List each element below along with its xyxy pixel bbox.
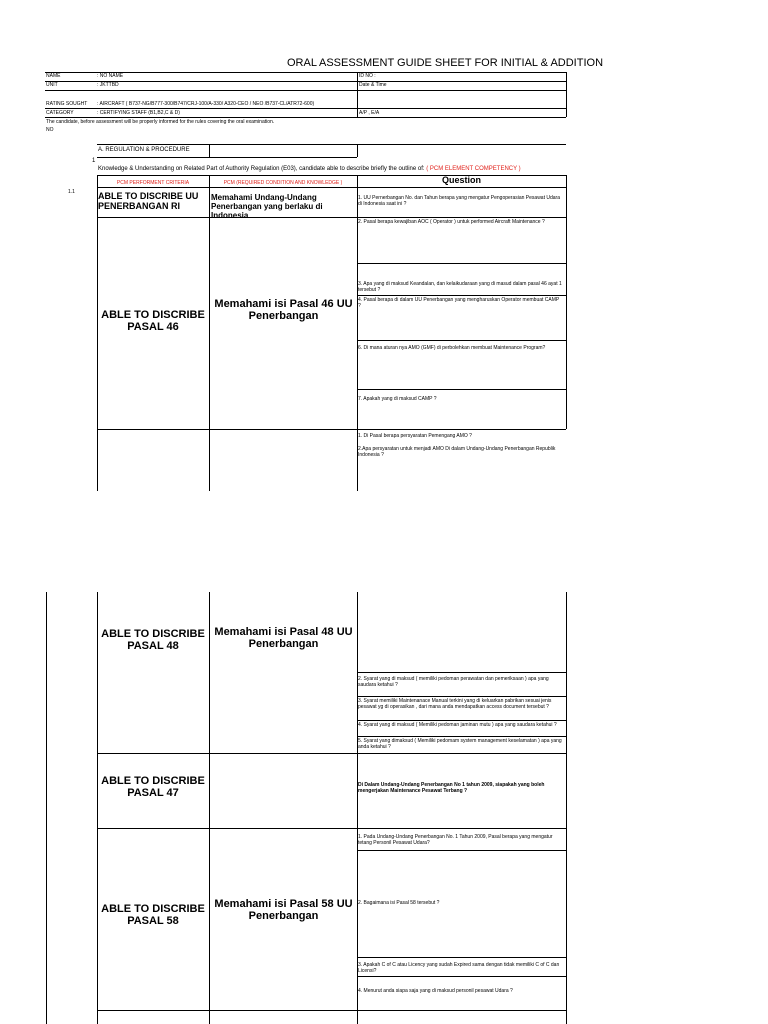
question-58-4: 4. Menurut anda siapa saja yang di maksud personil pesawat Udara ? <box>358 988 513 994</box>
question-2: 2. Pasal berapa kewajiban AOC ( Operator ) untuk performed Aircraft Maintenance ? <box>358 219 545 225</box>
section-description <box>98 166 521 173</box>
unit-label: UNIT <box>46 82 58 88</box>
criteria-pasal-47: ABLE TO DISCRIBE PASAL 47 <box>101 775 205 799</box>
rating-value: : AIRCRAFT ( B737-NG/B777-300/B747/CRJ-100/A-330/ A320-CEO / NEO /B737-CL/ATR72-600) <box>97 101 315 107</box>
question-48-5: 5. Syarat yang dimaksud ( Memiliki pedomam system management keselamatan ) apa yang anda ketahui ? <box>358 738 562 750</box>
criteria-pasal-46: ABLE TO DISCRIBE PASAL 46 <box>101 309 205 333</box>
criteria-pasal-58: ABLE TO DISCRIBE PASAL 58 <box>101 903 205 927</box>
section-title: A. REGULATION & PROCEDURE <box>98 147 190 153</box>
row-number: 1.1 <box>68 189 75 195</box>
question-48-2: 2. Syarat yang di maksud ( memiliki pedoman perawatan dan pemeriksaan ) apa yang saudara ketahui ? <box>358 676 549 688</box>
no-label: NO <box>46 127 54 133</box>
section-desc-red: ( PCM ELEMENT COMPETENCY ) <box>426 166 521 172</box>
name-value: : NO NAME <box>97 73 124 79</box>
category-value: : CERTIFYING STAFF (B1,B2,C & D) <box>97 110 180 116</box>
condition-pasal-48: Memahami isi Pasal 48 UU Penerbangan <box>214 626 353 650</box>
criteria-uu-penerbangan: ABLE TO DISCRIBE UU PENERBANGAN RI <box>98 191 199 211</box>
col-question-header: Question <box>441 175 481 185</box>
category-label: CATEGORY <box>46 110 74 116</box>
question-48-4: 4. Syarat yang di maksud ( Memiliki pedoman jaminan mutu ) apa yang saudara ketahui ? <box>358 722 557 728</box>
question-3: 3. Apa yang di maksud Keandalan, dan kelaikudaraan yang di masud dalam pasal 46 ayat 1 tersebut ? <box>358 281 562 293</box>
question-1: 1. UU Pernerbangan No. dan Tahun berapa yang mengatur Pengoperasian Pesawat Udara di Indonesia saat ini ? <box>358 195 560 207</box>
candidate-note: The candidate, before assessment will be properly informed for the rules covering the oral examination. <box>46 119 275 125</box>
question-58-3: 3. Apakah C of C atau Licency yang sudah Expired sama dengan tidak memiliki C of C dan Licensi? <box>358 962 560 974</box>
rating-label: RATING SOUGHT <box>46 101 88 107</box>
section-number: 1 <box>92 158 96 164</box>
id-label: ID NO : <box>359 73 376 79</box>
condition-pasal-46: Memahami isi Pasal 46 UU Penerbangan <box>214 298 353 322</box>
ap-label: A/P , E/A <box>359 110 380 116</box>
question-58-1: 1. Pada Undang-Undang Penerbangan No. 1 Tahun 2009, Pasal berapa yang mengatur tetang Personil Pesawat Udara? <box>358 834 553 846</box>
name-label: NAME <box>46 73 61 79</box>
question-7: 7. Apakah yang di maksud CAMP ? <box>358 396 437 402</box>
question-amo-1: 1. Di Pasal berapa persyaratan Pemengang AMO ? <box>358 433 472 439</box>
condition-pasal-58: Memahami isi Pasal 58 UU Penerbangan <box>214 898 353 922</box>
question-58-2: 2. Bagaimana isi Pasal 58 tersebut ? <box>358 900 440 906</box>
criteria-pasal-48: ABLE TO DISCRIBE PASAL 48 <box>101 628 205 652</box>
col-criteria-header: PCM PERFORMENT CRITERIA <box>116 180 190 186</box>
date-label: Date & Time <box>359 82 387 88</box>
question-47: Di Dalam Undang-Undang Penerbangan No 1 tahun 2009, siapakah yang boleh mengerjakan Maintenance Pesawat Terbang ? <box>358 782 545 794</box>
question-6: 6. Di mana aturan nya AMO (GMF) di perbolehkan membuat Maintenance Program? <box>358 345 546 351</box>
question-amo-2: 2.Apa persyaratan untuk menjadi AMO Di dalam Undang-Undang Penerbangan Republik Indonesia ? <box>358 446 556 458</box>
unit-value: : JKTTBD <box>97 82 119 88</box>
condition-uu-penerbangan: Memahami Undang-Undang Penerbangan yang berlaku di Indonesia <box>211 193 323 220</box>
page-title: ORAL ASSESSMENT GUIDE SHEET FOR INITIAL & ADDITION <box>287 57 604 69</box>
question-48-3: 3. Syarat memiliki Maintenanace Manual terkini yang di keluarkan pabrikan sesuai jenis pesawat yg di operasikan , dari mana anda mendapatkan access document tersebut ? <box>358 698 552 710</box>
section-desc-text: Knowledge & Understanding on Related Part of Authority Regulation (E03), candidate able to describe briefly the outline of: <box>98 166 427 172</box>
col-condition-header: PCM (REQUIRED CONDITION AND KNOWLEDGE ) <box>223 180 343 186</box>
question-4: 4. Pasal berapa di dalam UU Penerbangan yang mengharuskan Operator membuat CAMP ? <box>358 297 560 309</box>
